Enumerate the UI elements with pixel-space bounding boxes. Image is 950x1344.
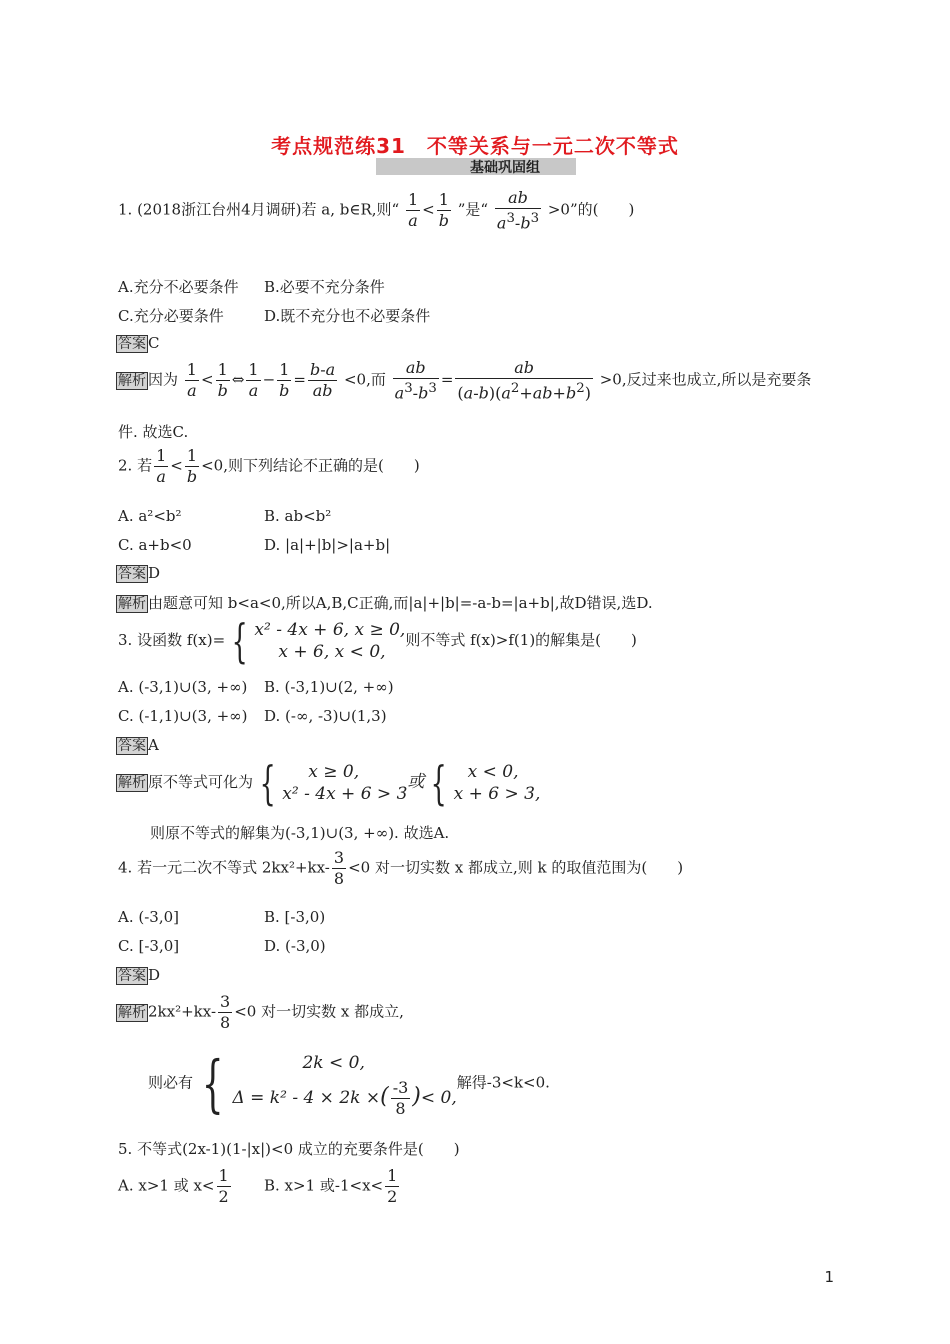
answer-tag: 答案 bbox=[118, 968, 146, 984]
frac-factored: $\frac{ab}{(a-b)(a^2+ab+b^2)}$ bbox=[457, 358, 591, 403]
frac-1-over-b: $\frac{1}{b}$ bbox=[217, 360, 228, 401]
q4-must: 则必有 bbox=[148, 1073, 194, 1092]
q4-option-b: B. [-3,0) bbox=[264, 908, 326, 926]
q3-sys2-line1: x < 0, bbox=[467, 762, 519, 782]
q1-option-c: C.充分必要条件 bbox=[118, 307, 224, 325]
q5-option-b bbox=[264, 1166, 401, 1207]
q1-option-d: D.既不充分也不必要条件 bbox=[264, 307, 431, 325]
q1-analysis-end: >0,反过来也成立,所以是充要条 bbox=[599, 370, 812, 389]
q3-sys2-line2: x + 6 > 3, bbox=[453, 784, 541, 804]
frac-3-over-8: $\frac{3}{8}$ bbox=[220, 992, 231, 1032]
frac-1-over-a: $\frac{1}{a}$ bbox=[248, 360, 259, 401]
left-brace: { bbox=[231, 614, 248, 668]
q3-option-a: A. (-3,1)∪(3, +∞) bbox=[118, 678, 248, 696]
analysis-tag: 解析 bbox=[118, 1004, 146, 1021]
q3-analysis-line2: 则原不等式的解集为(-3,1)∪(3, +∞). 故选A. bbox=[150, 824, 450, 842]
frac-1-over-a: $\frac{1}{a}$ bbox=[407, 190, 419, 231]
q1-middle: ”是“ bbox=[457, 200, 489, 219]
q4-case2-prefix: Δ = k² - 4 × 2k × bbox=[232, 1088, 381, 1108]
q5-option-a bbox=[118, 1166, 233, 1207]
q2-option-b: B. ab<b² bbox=[264, 507, 332, 525]
frac-ab-over-a3-b3: $\frac{ab}{a^3-b^3}$ bbox=[394, 358, 437, 403]
q4-option-a: A. (-3,0] bbox=[118, 908, 179, 926]
q4-answer: D bbox=[148, 966, 161, 984]
q3-sys1-line1: x ≥ 0, bbox=[308, 762, 360, 782]
left-brace: { bbox=[201, 1046, 224, 1120]
q3-analysis-row bbox=[116, 756, 541, 810]
q2-analysis: 由题意可知 b<a<0,所以A,B,C正确,而|a|+|b|=-a-b=|a+b|,故D错误,选D. bbox=[148, 594, 653, 612]
frac-ab-over-a3-b3: $\frac{ab}{a^3-b^3}$ bbox=[496, 188, 540, 233]
q3-option-d: D. (-∞, -3)∪(1,3) bbox=[264, 707, 387, 725]
q1-analysis-mid: <0,而 bbox=[343, 370, 386, 389]
page-title: 考点规范练31 不等关系与一元二次不等式 bbox=[271, 134, 679, 158]
section-subtitle: 基础巩固组 bbox=[470, 160, 540, 176]
question-2: 2. 若 $\frac{1}{a}$ < $\frac{1}{b}$ <0,则下列结论不正确的是( ) bbox=[118, 446, 420, 486]
q2-suffix: <0,则下列结论不正确的是( ) bbox=[201, 456, 420, 475]
q1-answer: C bbox=[148, 334, 160, 352]
q3-answer-row bbox=[116, 735, 159, 755]
q3-case1: x² - 4x + 6, x ≥ 0, bbox=[254, 620, 406, 640]
q1-answer-row bbox=[116, 333, 159, 353]
question-3 bbox=[118, 614, 637, 668]
q4-analysis-row bbox=[116, 992, 404, 1033]
q1-analysis-row: 解析 因为 $\frac{1}{a}$ < $\frac{1}{b}$ ⇔ $\frac{1}{a}$ − $\frac{1}{b}$ = $\frac{b-a}{ab}$ <0,而 $\frac{ab}{a^3-b^3}$ = $\frac{ab}{(a-b)(a^2+ab+b^2)}$ >0,反过来也成立,所以是充要条 bbox=[118, 358, 812, 403]
frac-1-over-b: $\frac{1}{b}$ bbox=[279, 360, 290, 401]
frac-1-over-a: $\frac{1}{a}$ bbox=[156, 446, 167, 486]
frac-1-over-2: $\frac{1}{2}$ bbox=[218, 1166, 229, 1206]
question-4 bbox=[118, 848, 683, 889]
q2-option-a: A. a²<b² bbox=[118, 507, 182, 525]
left-brace: { bbox=[430, 756, 448, 810]
q1-option-b: B.必要不充分条件 bbox=[264, 278, 385, 296]
q3-option-b: B. (-3,1)∪(2, +∞) bbox=[264, 678, 394, 696]
q3-or: 或 bbox=[407, 772, 425, 792]
q2-answer: D bbox=[148, 564, 161, 582]
q3-option-c: C. (-1,1)∪(3, +∞) bbox=[118, 707, 248, 725]
q3-system-1 bbox=[282, 761, 407, 805]
q4-system-row bbox=[148, 1048, 550, 1119]
q3-prefix: 3. 设函数 f(x)= bbox=[118, 631, 226, 649]
page-number: 1 bbox=[824, 1268, 834, 1286]
answer-tag: 答案 bbox=[118, 738, 146, 754]
q4-answer-row bbox=[116, 965, 160, 985]
q4-case1: 2k < 0, bbox=[302, 1053, 365, 1073]
q3-suffix: 则不等式 f(x)>f(1)的解集是( ) bbox=[405, 631, 637, 649]
frac-1-over-b: $\frac{1}{b}$ bbox=[186, 446, 198, 486]
q4-option-d: D. (-3,0) bbox=[264, 937, 326, 955]
frac-b-a-over-ab: $\frac{b-a}{ab}$ bbox=[309, 360, 336, 401]
q1-prefix: 1. (2018浙江台州4月调研)若 a, b∈R,则“ bbox=[118, 200, 400, 219]
q4-analysis-suffix: <0 对一切实数 x 都成立, bbox=[234, 1002, 404, 1021]
frac-1-over-a: $\frac{1}{a}$ bbox=[186, 360, 197, 401]
answer-tag: 答案 bbox=[118, 336, 146, 352]
q5-option-b-text: B. x>1 或-1<x< bbox=[264, 1176, 384, 1195]
frac-1-over-b: $\frac{1}{b}$ bbox=[438, 190, 449, 231]
q4-analysis-prefix: 2kx²+kx- bbox=[148, 1002, 217, 1021]
frac-1-over-2: $\frac{1}{2}$ bbox=[387, 1166, 398, 1206]
frac-neg-3-over-8: $\frac{-3}{8}$ bbox=[392, 1078, 409, 1118]
q2-analysis-row bbox=[116, 592, 653, 613]
analysis-tag: 解析 bbox=[118, 596, 146, 612]
q2-option-d: D. |a|+|b|>|a+b| bbox=[264, 536, 391, 554]
analysis-tag: 解析 bbox=[118, 775, 146, 791]
q3-sys1-line2: x² - 4x + 6 > 3 bbox=[282, 784, 408, 804]
question-1: 1. (2018浙江台州4月调研)若 a, b∈R,则“ $\frac{1}{a}$ < $\frac{1}{b}$ ”是“ $\frac{ab}{a^3-b^3}$ >0”的( ) bbox=[118, 188, 635, 233]
q2-answer-row bbox=[116, 563, 160, 583]
q4-system: 2k < 0, Δ = k² - 4 × 2k ×( $\frac{-3}{8}$ )< 0, bbox=[232, 1053, 457, 1118]
q3-case2: x + 6, x < 0, bbox=[278, 642, 386, 662]
q1-analysis-prefix: 因为 bbox=[148, 370, 179, 389]
q1-analysis-line2: 件. 故选C. bbox=[118, 423, 189, 441]
q4-case2-suffix: < 0, bbox=[420, 1088, 457, 1108]
q2-option-c: C. a+b<0 bbox=[118, 536, 192, 554]
q3-piecewise bbox=[254, 619, 405, 663]
q3-analysis-prefix: 原不等式可化为 bbox=[148, 773, 254, 791]
left-brace: { bbox=[259, 756, 276, 810]
q1-option-a: A.充分不必要条件 bbox=[118, 278, 239, 296]
answer-tag: 答案 bbox=[118, 566, 146, 582]
question-5: 5. 不等式(2x-1)(1-|x|)<0 成立的充要条件是( ) bbox=[118, 1140, 460, 1158]
q3-answer: A bbox=[148, 736, 159, 754]
q4-suffix: <0 对一切实数 x 都成立,则 k 的取值范围为( ) bbox=[348, 858, 684, 877]
q5-option-a-text: A. x>1 或 x< bbox=[118, 1176, 215, 1195]
q4-result: 解得-3<k<0. bbox=[456, 1073, 550, 1092]
q2-prefix: 2. 若 bbox=[118, 456, 153, 475]
q4-prefix: 4. 若一元二次不等式 2kx²+kx- bbox=[118, 858, 330, 877]
q3-system-2 bbox=[454, 761, 541, 805]
frac-3-over-8: $\frac{3}{8}$ bbox=[333, 848, 345, 888]
q1-suffix: >0”的( ) bbox=[547, 200, 635, 219]
q4-option-c: C. [-3,0] bbox=[118, 937, 180, 955]
analysis-tag: 解析 bbox=[118, 372, 146, 389]
